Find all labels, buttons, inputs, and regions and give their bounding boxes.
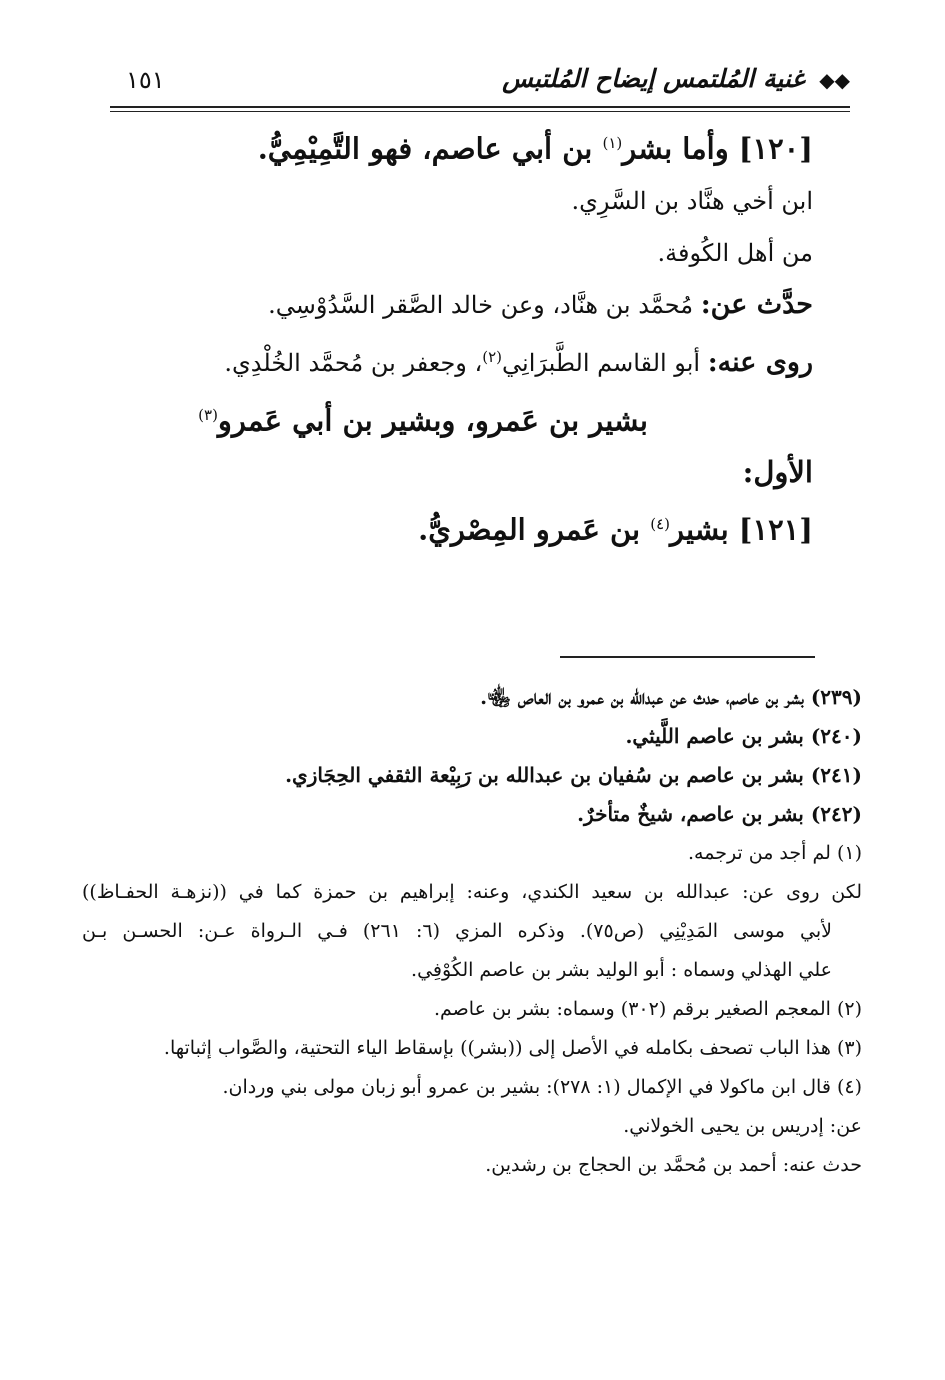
narrated-from: [113, 290, 813, 320]
footnote-ref-3: (٣): [198, 405, 218, 424]
section-heading-text: بشير بن عَمرو، وبشير بن أبي عَمرو: [217, 403, 648, 438]
entry-121: [113, 509, 813, 545]
entry-121-prefix: [١٢١] بشير: [670, 512, 813, 547]
narrated-from-label: حدَّث عن:: [700, 288, 813, 320]
note-1-line-c: علي الهذلي وسماه : أبو الوليد بشر بن عاصم الكُوْفِي.: [411, 959, 832, 981]
footnote-ref-2: (٢): [482, 347, 503, 366]
header-rule: [110, 106, 850, 112]
footnote-241: (٢٤١) بشر بن عاصم بن سُفيان بن عبدالله بن رَبِيْعة الثقفي الحِجَازي.: [285, 763, 862, 787]
note-4: (٤) قال ابن ماكولا في الإكمال (١: ٢٧٨): بشير بن عمرو أبو زبان مولى بني وردان.: [222, 1076, 862, 1098]
first-label: الأول:: [742, 455, 813, 490]
entry-120-suffix: بن أبي عاصم، فهو التَّمِيْمِيُّ.: [257, 131, 603, 166]
entry-120-prefix: [١٢٠] وأما بشر: [622, 131, 813, 166]
narrated-by-label: روى عنه:: [707, 346, 813, 378]
footnote-ref-1: (١): [602, 134, 623, 152]
footnote-ref-4: (٤): [650, 515, 671, 534]
page-header: [110, 62, 850, 106]
note-3: (٣) هذا الباب تصحف بكامله في الأصل إلى ((بشر)) بإسقاط الياء التحتية، والصَّواب إثباتها.: [163, 1037, 862, 1059]
narrated-by-text-a: أبو القاسم الطَّبرَانِي: [502, 348, 708, 377]
running-title-text: غنية المُلتمس إيضاح المُلتبس: [502, 64, 805, 93]
footnotes: [82, 684, 862, 1191]
narrated-by-text-b: ، وجعفر بن مُحمَّد الخُلْدِي.: [224, 348, 483, 377]
entry-120: [113, 128, 813, 164]
note-1: (١) لم أجد من ترجمه.: [687, 842, 862, 864]
narrated-from-text: مُحمَّد بن هنَّاد، وعن خالد الصَّقر السَّدُوْسِي.: [268, 290, 701, 319]
running-title: [502, 64, 850, 93]
line-nephew: ابن أخي هنَّاد بن السَّرِي.: [571, 186, 813, 215]
entry-121-suffix: بن عَمرو المِصْريُّ.: [418, 512, 651, 547]
note-4-line-b: حدث عنه: أحمد بن مُحمَّد بن الحجاج بن رشدين.: [485, 1154, 862, 1176]
main-text: [113, 128, 813, 567]
footnote-240: (٢٤٠) بشر بن عاصم اللَّيثي.: [625, 724, 862, 748]
footnote-divider: [560, 656, 815, 658]
note-2: (٢) المعجم الصغير برقم (٣٠٢) وسماه: بشر بن عاصم.: [433, 998, 862, 1020]
note-1-line-a: لكن روى عن: عبدالله بن سعيد الكندي، وعنه: إبراهيم بن حمزة كما في ((نزهـة الحفـاظ)): [82, 881, 862, 903]
note-4-line-a: عن: إدريس بن يحيى الخولاني.: [623, 1115, 862, 1137]
section-heading: [113, 400, 813, 436]
footnote-242: (٢٤٢) بشر بن عاصم، شيخٌ متأخرٌ.: [577, 802, 862, 826]
line-origin: من أهل الكُوفة.: [657, 238, 813, 267]
note-1-line-b: لأبي موسى المَدِيْنِي (ص٧٥). وذكره المزي (٦: ٢٦١) فـي الـرواة عـن: الحسـن بـن: [82, 920, 832, 942]
footnote-239: (٢٣٩) بشر بن عاصم، حدث عن عبدالله بن عمرو بن العاص ﵄.: [480, 685, 862, 709]
diamond-ornament-icon: ◆◆: [819, 68, 850, 92]
page-number: ١٥١: [126, 66, 165, 94]
narrated-by: [113, 342, 813, 378]
